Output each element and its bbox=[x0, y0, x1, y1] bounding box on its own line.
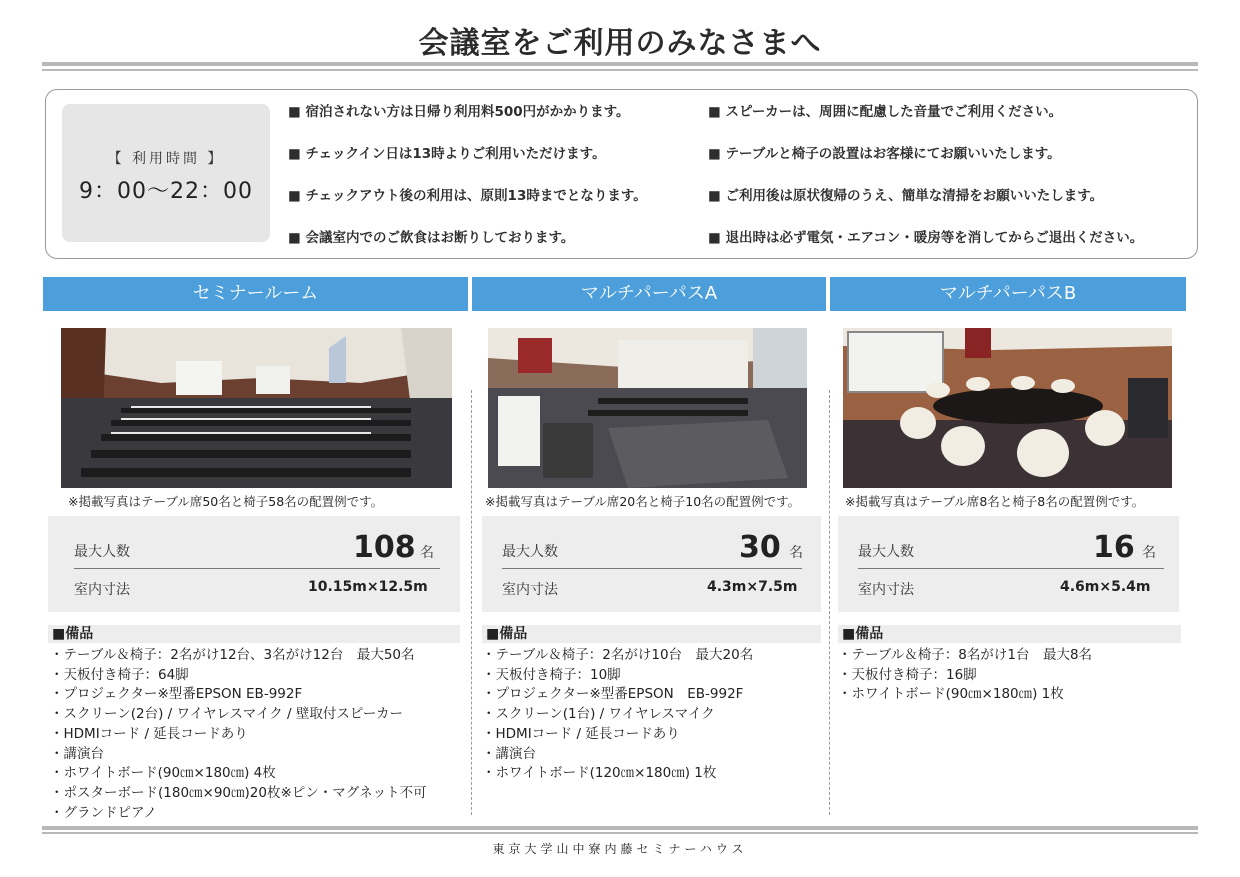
hours-panel bbox=[62, 104, 270, 242]
capacity-label: 最大人数 bbox=[502, 544, 558, 560]
size-label: 室内寸法 bbox=[502, 582, 558, 598]
list-item: ・天板付き椅子：16脚 bbox=[838, 666, 977, 683]
size-label: 室内寸法 bbox=[858, 582, 914, 598]
rule-item: ■ スピーカーは、周囲に配慮した音量でご利用ください。 bbox=[708, 104, 1063, 120]
list-item: ・天板付き椅子：64脚 bbox=[50, 666, 189, 683]
room-header-multipurpose-b: マルチパーパスB bbox=[830, 277, 1186, 311]
list-item: ・ホワイトボード(120㎝×180㎝) 1枚 bbox=[482, 765, 717, 782]
bottom-divider-thin bbox=[42, 832, 1198, 834]
seminar-spec-panel bbox=[48, 516, 460, 612]
list-item: ・ホワイトボード(90㎝×180㎝) 4枚 bbox=[50, 765, 276, 782]
list-item: ・講演台 bbox=[50, 745, 104, 762]
seminar-photo-caption: ※掲載写真はテーブル席50名と椅子58名の配置例です。 bbox=[68, 494, 384, 509]
list-item: ・テーブル＆椅子：2名がけ10台 最大20名 bbox=[482, 647, 754, 663]
list-item: ・講演台 bbox=[482, 745, 536, 762]
capacity-unit: 名 bbox=[1142, 545, 1156, 561]
list-item: ・グランドピアノ bbox=[50, 804, 157, 821]
size-value: 10.15m×12.5m bbox=[308, 579, 428, 595]
list-item: ・スクリーン(1台) / ワイヤレスマイク bbox=[482, 706, 715, 723]
multipurpose-a-spec-panel bbox=[482, 516, 821, 612]
list-item: ・ポスターボード(180㎝×90㎝)20枚※ピン・マグネット不可 bbox=[50, 784, 427, 801]
capacity-unit: 名 bbox=[420, 545, 434, 561]
rule-item: ■ ご利用後は原状復帰のうえ、簡単な清掃をお願いいたします。 bbox=[708, 188, 1104, 204]
rule-item: ■ チェックイン日は13時よりご利用いただけます。 bbox=[288, 146, 606, 162]
hours-label: 【 利用時間 】 bbox=[107, 151, 225, 167]
rules-list-left bbox=[288, 100, 647, 268]
seminar-room-photo bbox=[61, 328, 452, 488]
size-label: 室内寸法 bbox=[74, 582, 130, 598]
room-header-multipurpose-a: マルチパーパスA bbox=[472, 277, 826, 311]
capacity-unit: 名 bbox=[789, 545, 803, 561]
column-separator bbox=[829, 390, 830, 815]
list-item: ・プロジェクター※型番EPSON EB-992F bbox=[482, 686, 744, 703]
multipurpose-b-equipment-list bbox=[838, 646, 1092, 705]
list-item: ・HDMIコード / 延長コードあり bbox=[482, 725, 680, 742]
seminar-equipment-list bbox=[50, 646, 427, 823]
spec-divider bbox=[858, 568, 1164, 569]
multipurpose-b-spec-panel bbox=[838, 516, 1179, 612]
capacity-value: 108 bbox=[353, 530, 416, 565]
capacity-label: 最大人数 bbox=[858, 544, 914, 560]
capacity-value: 16 bbox=[1093, 530, 1135, 565]
capacity-value: 30 bbox=[739, 530, 781, 565]
list-item: ・HDMIコード / 延長コードあり bbox=[50, 725, 248, 742]
list-item: ・テーブル＆椅子：2名がけ12台、3名がけ12台 最大50名 bbox=[50, 647, 415, 663]
rule-item: ■ 退出時は必ず電気・エアコン・暖房等を消してからご退出ください。 bbox=[708, 230, 1144, 246]
seminar-equipment-heading: ■備品 bbox=[48, 625, 460, 643]
top-divider bbox=[42, 62, 1198, 66]
spec-divider bbox=[74, 568, 440, 569]
multipurpose-a-equipment-heading: ■備品 bbox=[482, 625, 821, 643]
list-item: ・スクリーン(2台) / ワイヤレスマイク / 壁取付スピーカー bbox=[50, 706, 404, 723]
list-item: ・テーブル＆椅子：8名がけ1台 最大8名 bbox=[838, 647, 1093, 663]
hours-value: 9：00～22：00 bbox=[79, 179, 253, 204]
room-header-seminar: セミナールーム bbox=[43, 277, 468, 311]
rule-item: ■ 会議室内でのご飲食はお断りしております。 bbox=[288, 230, 575, 246]
capacity-label: 最大人数 bbox=[74, 544, 130, 560]
column-separator bbox=[471, 390, 472, 815]
multipurpose-b-equipment-heading: ■備品 bbox=[838, 625, 1181, 643]
rule-item: ■ チェックアウト後の利用は、原則13時までとなります。 bbox=[288, 188, 647, 204]
size-value: 4.6m×5.4m bbox=[1060, 579, 1151, 595]
spec-divider bbox=[502, 568, 802, 569]
list-item: ・天板付き椅子：10脚 bbox=[482, 666, 621, 683]
list-item: ・プロジェクター※型番EPSON EB-992F bbox=[50, 686, 303, 703]
page-title: 会議室をご利用のみなさまへ bbox=[418, 26, 822, 61]
multipurpose-a-photo-caption: ※掲載写真はテーブル席20名と椅子10名の配置例です。 bbox=[485, 494, 801, 509]
list-item: ・ホワイトボード(90㎝×180㎝) 1枚 bbox=[838, 686, 1064, 703]
top-divider-thin bbox=[42, 69, 1198, 71]
footer-facility-name: 東京大学山中寮内藤セミナーハウス bbox=[492, 842, 748, 856]
multipurpose-a-equipment-list bbox=[482, 646, 753, 784]
multipurpose-a-photo bbox=[488, 328, 807, 488]
rule-item: ■ 宿泊されない方は日帰り利用料500円がかかります。 bbox=[288, 104, 630, 120]
size-value: 4.3m×7.5m bbox=[707, 579, 798, 595]
rules-list-right bbox=[708, 100, 1143, 268]
bottom-divider bbox=[42, 826, 1198, 830]
multipurpose-b-photo bbox=[843, 328, 1172, 488]
multipurpose-b-photo-caption: ※掲載写真はテーブル席8名と椅子8名の配置例です。 bbox=[845, 494, 1145, 509]
rule-item: ■ テーブルと椅子の設置はお客様にてお願いいたします。 bbox=[708, 146, 1061, 162]
